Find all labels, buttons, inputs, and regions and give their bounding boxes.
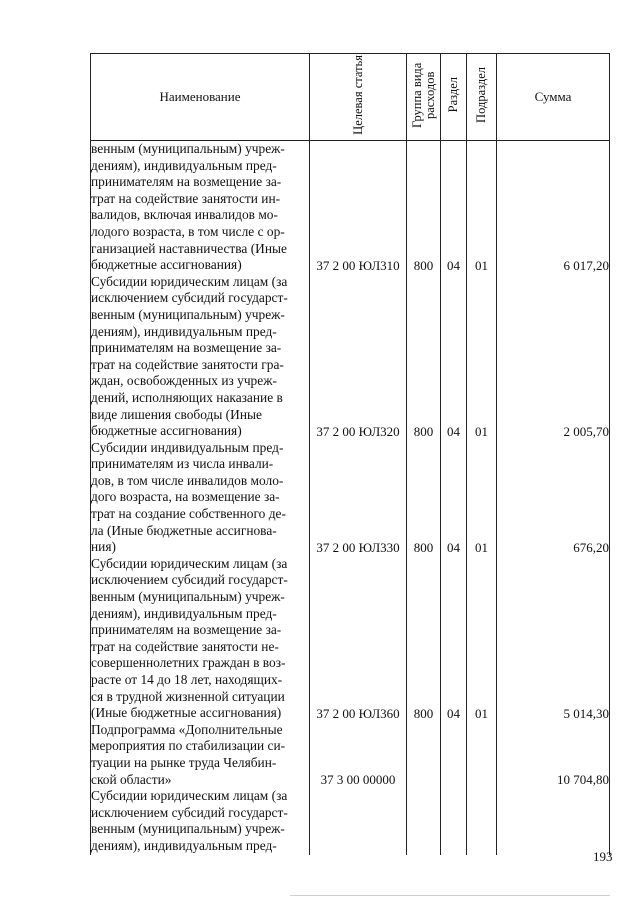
- row-name-line: дого возраста, на возмещение за-: [91, 489, 280, 505]
- row-name-line: венным (муниципальным) учреж-: [91, 821, 285, 837]
- row-name-cell: [91, 556, 310, 722]
- row-name-line: (Иные бюджетные ассигнования): [91, 705, 282, 721]
- table-header-row: [91, 54, 610, 141]
- row-name-line: бюджетные ассигнования): [91, 423, 242, 439]
- row-name-line: трат на содействие занятости гра-: [91, 356, 284, 372]
- row-sum: 5 014,30: [497, 556, 610, 722]
- row-name-line: принимателям на возмещение за-: [91, 174, 282, 190]
- row-name-line: виде лишения свободы (Иные: [91, 406, 262, 422]
- row-name-line: бюджетные ассигнования): [91, 257, 242, 273]
- row-expense-group: [407, 722, 441, 788]
- row-subsection: 01: [467, 141, 497, 274]
- row-section: [441, 788, 467, 854]
- header-name: Наименование: [91, 54, 310, 141]
- row-sum: 10 704,80: [497, 722, 610, 788]
- row-name-line: трат на создание собственного де-: [91, 506, 286, 522]
- row-target-article: 37 2 00 ЮЛ360: [310, 556, 407, 722]
- row-name-cell: [91, 141, 310, 274]
- row-name-line: Субсидии индивидуальным пред-: [91, 439, 284, 455]
- row-expense-group: [407, 788, 441, 854]
- table-row: [91, 274, 610, 440]
- table-row: [91, 440, 610, 556]
- header-expense-group: [407, 54, 441, 141]
- table-row: [91, 722, 610, 788]
- row-name-line: мероприятия по стабилизации си-: [91, 738, 286, 754]
- row-subsection: [467, 722, 497, 788]
- row-target-article: 37 2 00 ЮЛ330: [310, 440, 407, 556]
- row-name-line: венным (муниципальным) учреж-: [91, 306, 285, 322]
- row-section: 04: [441, 440, 467, 556]
- row-name-line: дов, в том числе инвалидов моло-: [91, 472, 284, 488]
- row-name-line: совершеннолетних граждан в воз-: [91, 655, 286, 671]
- row-name-line: ганизацией наставничества (Иные: [91, 240, 287, 256]
- row-name-line: туации на рынке труда Челябин-: [91, 754, 277, 770]
- header-section-label: Раздел: [446, 77, 460, 113]
- row-name-line: ся в трудной жизненной ситуации: [91, 688, 285, 704]
- row-name-line: Субсидии юридическим лицам (за: [91, 788, 288, 804]
- row-name-line: принимателям на возмещение за-: [91, 622, 282, 638]
- row-name-line: ния): [91, 539, 116, 555]
- row-name-line: дений, исполняющих наказание в: [91, 389, 283, 405]
- row-name-cell: [91, 274, 310, 440]
- row-name-line: ской области»: [91, 771, 172, 787]
- row-name-cell: [91, 722, 310, 788]
- header-target-article: [310, 54, 407, 141]
- row-section: [441, 722, 467, 788]
- row-name-line: расте от 14 до 18 лет, находящих-: [91, 672, 283, 687]
- row-name-line: Субсидии юридическим лицам (за: [91, 555, 288, 571]
- row-sum: 6 017,20: [497, 141, 610, 274]
- header-subsection: [467, 54, 497, 141]
- header-section: [441, 54, 467, 141]
- row-name-line: ла (Иные бюджетные ассигнова-: [91, 522, 277, 538]
- row-target-article: 37 2 00 ЮЛ310: [310, 141, 407, 274]
- row-section: 04: [441, 274, 467, 440]
- row-subsection: 01: [467, 274, 497, 440]
- row-section: 04: [441, 141, 467, 274]
- row-name-line: дениям), индивидуальным пред-: [91, 157, 277, 173]
- header-target-label: Целевая статья: [350, 55, 365, 135]
- row-expense-group: 800: [407, 274, 441, 440]
- row-name-line: принимателям из числа инвали-: [91, 456, 274, 472]
- table-row: [91, 788, 610, 854]
- row-subsection: [467, 788, 497, 854]
- budget-table: [90, 53, 610, 855]
- row-name-line: принимателям на возмещение за-: [91, 340, 282, 356]
- row-name-line: трат на содействие занятости ин-: [91, 190, 281, 206]
- row-name-line: трат на содействие занятости не-: [91, 638, 279, 654]
- header-group-label: Группа вида расходов: [409, 62, 437, 128]
- row-name-line: венным (муниципальным) учреж-: [91, 141, 285, 156]
- row-name-line: лодого возраста, в том числе с ор-: [91, 223, 285, 239]
- page-number: 193: [593, 849, 613, 864]
- row-target-article: 37 3 00 00000: [310, 722, 407, 788]
- row-expense-group: 800: [407, 440, 441, 556]
- table-body: [91, 141, 610, 855]
- row-name-line: исключением субсидий государст-: [91, 804, 288, 820]
- row-sum: 676,20: [497, 440, 610, 556]
- row-expense-group: 800: [407, 141, 441, 274]
- row-section: 04: [441, 556, 467, 722]
- row-name-line: венным (муниципальным) учреж-: [91, 589, 285, 605]
- header-subsection-label: Подраздел: [474, 67, 488, 123]
- row-name-line: Субсидии юридическим лицам (за: [91, 273, 288, 289]
- row-target-article: [310, 788, 407, 854]
- row-expense-group: 800: [407, 556, 441, 722]
- header-sum: Сумма: [497, 54, 610, 141]
- table-row: [91, 141, 610, 274]
- row-sum: [497, 788, 610, 854]
- row-subsection: 01: [467, 440, 497, 556]
- row-name-cell: [91, 440, 310, 556]
- row-name-line: дениям), индивидуальным пред-: [91, 837, 277, 853]
- row-name-line: ждан, освобожденных из учреж-: [91, 373, 277, 389]
- row-target-article: 37 2 00 ЮЛ320: [310, 274, 407, 440]
- row-name-line: Подпрограмма «Дополнительные: [91, 721, 283, 737]
- row-subsection: 01: [467, 556, 497, 722]
- row-name-line: валидов, включая инвалидов мо-: [91, 207, 278, 223]
- row-name-cell: [91, 788, 310, 854]
- table-row: [91, 556, 610, 722]
- row-name-line: дениям), индивидуальным пред-: [91, 605, 277, 621]
- row-sum: 2 005,70: [497, 274, 610, 440]
- row-name-line: дениям), индивидуальным пред-: [91, 323, 277, 339]
- bottom-rule: [290, 895, 610, 896]
- row-name-line: исключением субсидий государст-: [91, 290, 288, 306]
- row-name-line: исключением субсидий государст-: [91, 572, 288, 588]
